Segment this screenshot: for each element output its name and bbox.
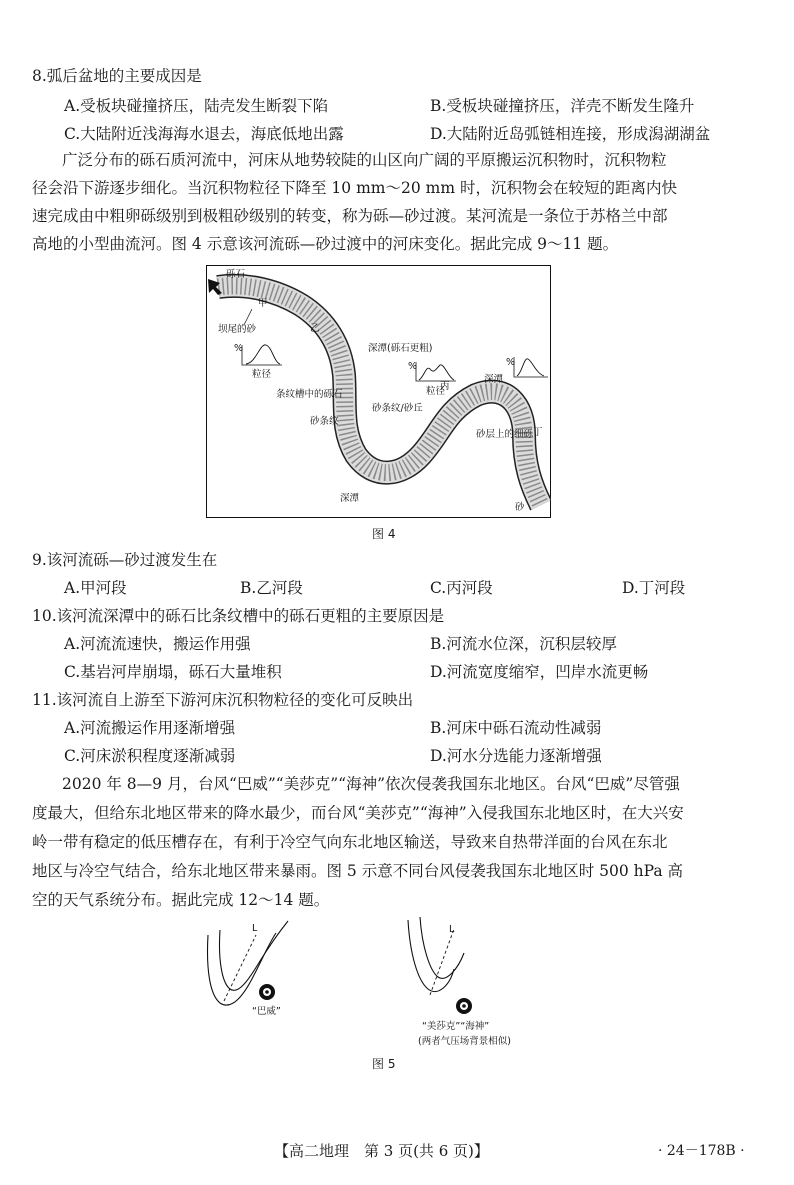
passage2-line-4: 地区与冷空气结合，给东北地区带来暴雨。图 5 示意不同台风侵袭我国东北地区时 500 hPa 高 [32, 862, 684, 880]
typhoon-meisake-haishen-icon [456, 998, 472, 1014]
passage2-line-5: 空的天气系统分布。据此完成 12～14 题。 [32, 891, 330, 909]
figure-5-caption: 图 5 [372, 1057, 396, 1071]
label-ding: 丁 [533, 427, 543, 438]
figure-5-left-panel [208, 921, 289, 1017]
label-gravel: 砾石 [226, 269, 246, 280]
q9-stem: 9.该河流砾—砂过渡发生在 [32, 551, 218, 569]
grain-size-plot-1 [234, 343, 282, 380]
footer-paper-code: · 24－178B · [658, 1143, 745, 1159]
figure-4-river-diagram [206, 265, 551, 518]
q10-option-c: C.基岩河岸崩塌，砾石大量堆积 [64, 663, 282, 681]
label-yi: 乙 [310, 323, 320, 334]
label-pool-lower: 深潭 [340, 493, 360, 504]
passage2-line-1: 2020 年 8—9 月，台风“巴威”“美莎克”“海神”依次侵袭我国东北地区。台风“巴威”尽管强 [62, 775, 680, 793]
figure-4-caption: 图 4 [372, 527, 396, 541]
q11-stem: 11.该河流自上游至下游河床沉积物粒径的变化可反映出 [32, 691, 414, 709]
typhoon-bawei-icon [259, 984, 275, 1000]
label-bawei: “巴威” [252, 1006, 281, 1017]
passage1-line-3: 速完成由中粗卵砾级别到极粗砂级别的转变，称为砾—砂过渡。某河流是一条位于苏格兰中部 [32, 207, 668, 225]
label-jia: 甲 [258, 298, 268, 309]
label-pool-coarse: 深潭(砾石更粗) [368, 343, 433, 354]
footer-page-info: 【高二地理 第 3 页(共 6 页)】 [274, 1142, 489, 1160]
label-striation-gravel: 条纹槽中的砾石 [276, 389, 343, 400]
figure-5-right-panel [408, 917, 511, 1047]
q11-option-a: A.河流搬运作用逐渐增强 [64, 719, 236, 737]
plot1-x-label: 粒径 [252, 369, 272, 380]
q10-stem: 10.该河流深潭中的砾石比条纹槽中的砾石更粗的主要原因是 [32, 607, 445, 625]
q8-stem: 8.弧后盆地的主要成因是 [32, 67, 202, 85]
label-sand: 砂 [515, 502, 525, 513]
q10-option-b: B.河流水位深，沉积层较厚 [430, 635, 617, 653]
label-bing: 丙 [440, 381, 450, 392]
plot3-y-label: % [506, 357, 516, 368]
passage1-line-4: 高地的小型曲流河。图 4 示意该河流砾—砂过渡中的河床变化。据此完成 9～11 题。 [32, 235, 619, 253]
q9-option-a: A.甲河段 [64, 579, 127, 597]
figure-5-pressure-diagram [196, 915, 576, 1050]
plot2-x-label: 粒径 [426, 386, 446, 397]
q9-option-b: B.乙河段 [240, 579, 303, 597]
q9-option-c: C.丙河段 [430, 579, 493, 597]
q11-option-d: D.河水分选能力逐渐增强 [430, 747, 602, 765]
passage1-line-1: 广泛分布的砾石质河流中，河床从地势较陡的山区向广阔的平原搬运沉积物时，沉积物粒 [62, 151, 667, 169]
label-sand-dune: 砂条纹/砂丘 [372, 403, 423, 414]
q10-option-a: A.河流流速快，搬运作用强 [64, 635, 251, 653]
passage1-line-2: 径会沿下游逐步细化。当沉积物粒径下降至 10 mm～20 mm 时，沉积物会在较短的距离内快 [32, 179, 677, 197]
passage2-line-2: 度最大，但给东北地区带来的降水最少，而台风“美莎克”“海神”入侵我国东北地区时，在大兴安 [32, 804, 684, 822]
plot1-y-label: % [234, 343, 244, 354]
label-meisake-haishen: “美莎克”“海神” [422, 1021, 490, 1032]
label-pool-upper: 深潭 [484, 374, 504, 385]
q9-option-d: D.丁河段 [622, 579, 686, 597]
q11-option-c: C.河床淤积程度逐渐减弱 [64, 747, 236, 765]
plot2-y-label: % [408, 361, 418, 372]
q8-option-b: B.受板块碰撞挤压，洋壳不断发生隆升 [430, 97, 695, 115]
q11-option-b: B.河床中砾石流动性减弱 [430, 719, 602, 737]
right-low-label: L [449, 924, 455, 935]
q8-option-d: D.大陆附近岛弧链相连接，形成潟湖湖盆 [430, 125, 711, 143]
left-low-label: L [252, 923, 258, 934]
grain-size-plot-3 [506, 357, 548, 377]
label-pressure-note: (两者气压场背景相似) [418, 1036, 511, 1047]
label-bar-tail-sand: 坝尾的砂 [218, 324, 257, 335]
q8-option-c: C.大陆附近浅海海水退去，海底低地出露 [64, 125, 344, 143]
q10-option-d: D.河流宽度缩窄，凹岸水流更畅 [430, 663, 649, 681]
q8-option-a: A.受板块碰撞挤压，陆壳发生断裂下陷 [64, 97, 329, 115]
passage2-line-3: 岭一带有稳定的低压槽存在，有利于冷空气向东北地区输送，导致来自热带洋面的台风在东北 [32, 833, 668, 851]
label-sand-striation: 砂条纹 [310, 416, 339, 427]
label-fine-gravel: 砂层上的细砾 [476, 429, 534, 440]
